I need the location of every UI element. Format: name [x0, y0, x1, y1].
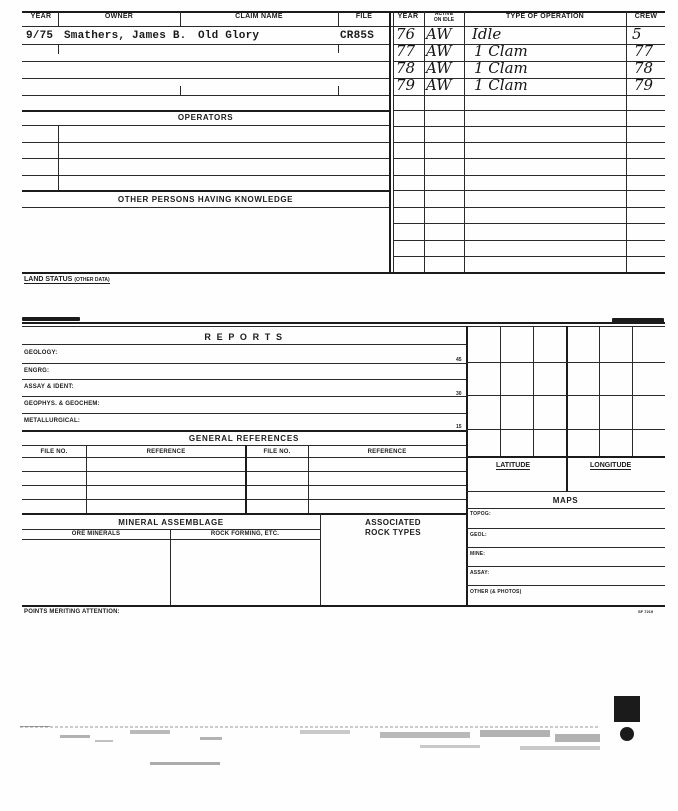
- activity-row-1-year: 77: [396, 42, 416, 60]
- grid-line: [466, 395, 665, 396]
- maps-other-label: OTHER (& PHOTOS): [470, 589, 522, 595]
- scan-smudge: [22, 317, 80, 321]
- grid-bottom: [466, 456, 665, 458]
- scan-speckles: [20, 726, 600, 765]
- activity-row-1-operation: 1 Clam: [474, 42, 528, 60]
- activity-row-0-operation: Idle: [472, 25, 502, 43]
- maps-row-line: [466, 547, 665, 548]
- operators-row-line: [22, 175, 389, 176]
- gen-ref-col-file-no: FILE NO.: [40, 449, 68, 455]
- reports-geology-num: 45: [456, 357, 462, 363]
- other-persons-rule: [22, 190, 389, 192]
- grid-line: [632, 326, 633, 456]
- maps-title-rule: [466, 508, 665, 509]
- activity-row-line: [393, 110, 665, 111]
- gen-ref-bottom-rule: [22, 513, 466, 515]
- owner-row-line: [22, 44, 389, 45]
- activity-row-line: [393, 142, 665, 143]
- header-year: YEAR: [30, 13, 52, 20]
- middle-top-border: [22, 322, 665, 324]
- gen-ref-col-reference: REFERENCE: [146, 449, 186, 455]
- other-persons-label: OTHER PERSONS HAVING KNOWLEDGE: [117, 195, 294, 204]
- activity-row-line: [393, 158, 665, 159]
- activity-row-3-year: 79: [396, 76, 416, 94]
- land-status-label: [24, 276, 110, 284]
- activity-row-2-year: 78: [396, 59, 416, 77]
- land-status-sub: (OTHER DATA): [74, 277, 110, 283]
- maps-row-line: [466, 528, 665, 529]
- divider: [245, 445, 247, 513]
- reports-row-line: [22, 363, 466, 364]
- points-meriting-attention-label: POINTS MERITING ATTENTION:: [24, 609, 120, 615]
- rock-types-label: ROCK TYPES: [364, 528, 421, 537]
- maps-geol-label: GEOL:: [470, 532, 487, 538]
- gen-ref-row-line: [22, 499, 466, 500]
- mineral-assemblage-rule: [22, 529, 320, 530]
- reports-title: R E P O R T S: [204, 332, 284, 342]
- associated-label: ASSOCIATED: [365, 518, 421, 527]
- operators-row-line: [22, 158, 389, 159]
- header-file: FILE: [355, 13, 373, 20]
- header-crew: CREW: [634, 13, 658, 20]
- scan-noise-strip: [0, 690, 678, 800]
- header-owner: OWNER: [104, 13, 134, 20]
- divider: [338, 86, 339, 95]
- divider: [338, 11, 339, 26]
- reports-geology-label: GEOLOGY:: [24, 350, 58, 356]
- owner-entry-owner: Smathers, James B.: [64, 30, 187, 42]
- activity-row-0-year: 76: [396, 25, 416, 43]
- reports-metallurgical-num: 15: [456, 424, 462, 430]
- maps-assay-label: ASSAY:: [470, 570, 490, 576]
- activity-row-line: [393, 175, 665, 176]
- maps-row-line: [466, 566, 665, 567]
- land-status-title: LAND STATUS: [24, 276, 73, 283]
- scan-black-mark: [614, 696, 640, 722]
- activity-row-2-operation: 1 Clam: [474, 59, 528, 77]
- reports-metallurgical-label: METALLURGICAL:: [24, 418, 81, 424]
- header-claim-name: CLAIM NAME: [235, 13, 283, 20]
- gen-ref-col-reference-2: REFERENCE: [367, 449, 407, 455]
- activity-row-line: [393, 190, 665, 191]
- activity-row-3-status: AW: [426, 76, 452, 94]
- owner-row-line: [22, 78, 389, 79]
- top-section-bottom: [22, 272, 665, 274]
- reports-row-line: [22, 379, 466, 380]
- header-active-on-idle: [424, 11, 464, 23]
- divider: [308, 445, 309, 513]
- reports-geophys-label: GEOPHYS. & GEOCHEM:: [24, 401, 100, 407]
- reports-row-line: [22, 396, 466, 397]
- owner-row-line: [22, 61, 389, 62]
- middle-bottom-rule: [22, 605, 665, 607]
- other-persons-rule-bottom: [22, 207, 389, 208]
- maps-top-rule: [466, 491, 665, 492]
- reports-bottom-rule: [22, 430, 466, 432]
- activity-row-line: [393, 207, 665, 208]
- owner-entry-claim-name: Old Glory: [198, 30, 260, 42]
- grid-line: [466, 429, 665, 430]
- operators-label: OPERATORS: [177, 113, 234, 122]
- activity-row-line: [393, 256, 665, 257]
- activity-row-3-operation: 1 Clam: [474, 76, 528, 94]
- main-divider-left: [389, 11, 391, 273]
- activity-row-3-crew: 79: [634, 76, 654, 94]
- header-type-of-operation: TYPE OF OPERATION: [505, 13, 585, 20]
- latitude-label: LATITUDE: [496, 462, 531, 469]
- rock-forming-label: ROCK FORMING, ETC.: [210, 531, 280, 537]
- ore-minerals-label: ORE MINERALS: [71, 531, 121, 537]
- activity-row-2-crew: 78: [634, 59, 654, 77]
- mineral-assemblage-header-rule: [22, 539, 320, 540]
- header-year-activity: YEAR: [397, 13, 419, 20]
- activity-row-1-status: AW: [426, 42, 452, 60]
- reports-right-divider: [466, 326, 468, 606]
- divider: [58, 11, 59, 26]
- operators-rule-bottom: [22, 125, 389, 126]
- divider: [180, 11, 181, 26]
- gen-ref-row-line: [22, 485, 466, 486]
- activity-row-2-status: AW: [426, 59, 452, 77]
- form-number: SF 7219: [638, 609, 654, 614]
- gen-ref-col-file-no-2: FILE NO.: [263, 449, 291, 455]
- activity-row-line: [393, 126, 665, 127]
- activity-row-line: [393, 95, 665, 96]
- grid-line: [533, 326, 534, 456]
- maps-topog-label: TOPOG:: [470, 511, 491, 517]
- grid-line: [466, 362, 665, 363]
- header-active-text: ACTIVE: [434, 11, 454, 17]
- activity-row-0-status: AW: [426, 25, 452, 43]
- header-rule: [22, 26, 665, 27]
- divider: [180, 86, 181, 95]
- operators-row-line: [22, 142, 389, 143]
- general-references-rule: [22, 445, 466, 446]
- maps-row-line: [466, 585, 665, 586]
- reports-assay-num: 30: [456, 391, 462, 397]
- divider: [170, 529, 171, 606]
- activity-row-1-crew: 77: [634, 42, 654, 60]
- owner-entry-year: 9/75: [26, 30, 54, 42]
- gen-ref-row-line: [22, 471, 466, 472]
- longitude-label: LONGITUDE: [590, 462, 632, 469]
- grid-line: [599, 326, 600, 456]
- divider: [58, 125, 59, 190]
- grid-line-center: [566, 326, 568, 491]
- grid-line: [500, 326, 501, 456]
- maps-title: MAPS: [552, 496, 579, 505]
- maps-mine-label: MINE:: [470, 551, 486, 557]
- divider: [338, 44, 339, 53]
- scan-dot: [620, 727, 634, 741]
- activity-row-line: [393, 223, 665, 224]
- reports-row-line: [22, 413, 466, 414]
- header-on-idle-text: ON IDLE: [433, 17, 455, 23]
- mineral-assemblage-title: MINERAL ASSEMBLAGE: [118, 518, 224, 527]
- owner-entry-file: CR85S: [340, 30, 375, 42]
- owner-row-line: [22, 95, 389, 96]
- gen-ref-header-rule: [22, 457, 466, 458]
- reports-title-rule: [22, 344, 466, 345]
- reports-assay-label: ASSAY & IDENT:: [24, 384, 74, 390]
- reports-engrg-label: ENGRG:: [24, 368, 50, 374]
- divider: [58, 44, 59, 54]
- general-references-title: GENERAL REFERENCES: [188, 434, 300, 443]
- activity-row-line: [393, 240, 665, 241]
- divider: [86, 445, 87, 513]
- operators-rule: [22, 110, 389, 112]
- middle-top-border-inner: [22, 326, 665, 327]
- activity-row-0-crew: 5: [632, 25, 642, 43]
